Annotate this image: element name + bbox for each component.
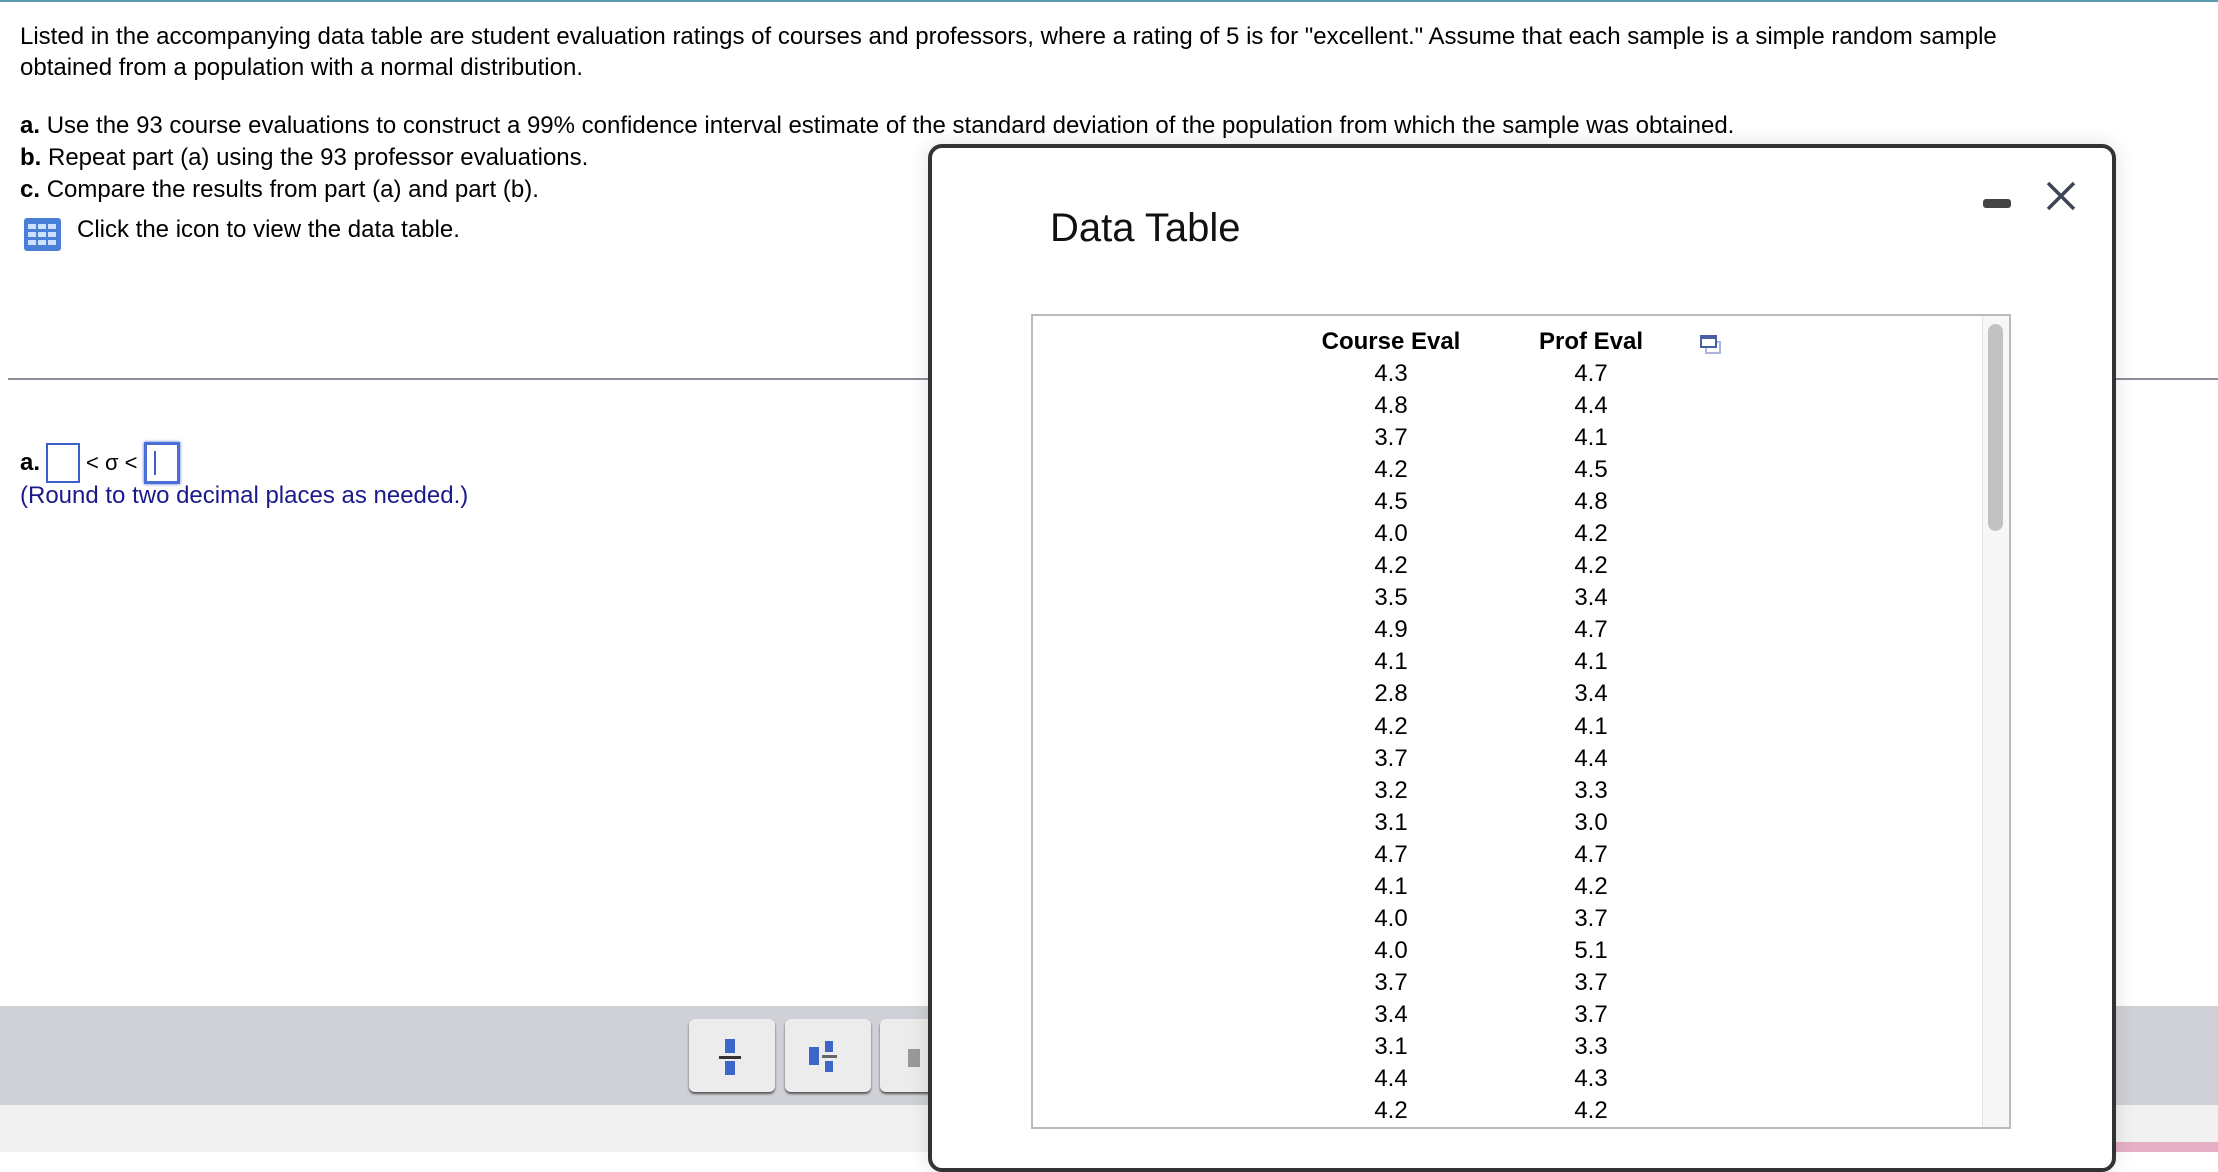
copy-icon bbox=[1699, 334, 1723, 356]
prof-eval-cell: 4.1 bbox=[1574, 648, 1608, 676]
course-eval-cell: 4.0 bbox=[1374, 936, 1408, 964]
part-c-text: Compare the results from part (a) and part (b). bbox=[46, 176, 539, 203]
course-eval-cell: 3.7 bbox=[1374, 968, 1408, 996]
course-eval-cell: 3.7 bbox=[1374, 744, 1408, 772]
prof-eval-cell: 4.8 bbox=[1574, 488, 1608, 516]
question-part-b bbox=[20, 143, 588, 173]
prof-eval-cell: 3.3 bbox=[1574, 1032, 1608, 1060]
fraction-button[interactable] bbox=[689, 1019, 775, 1092]
answer-label: a. bbox=[20, 449, 41, 476]
prof-eval-cell: 3.4 bbox=[1574, 584, 1608, 612]
rounding-hint: (Round to two decimal places as needed.) bbox=[20, 482, 469, 509]
prof-eval-cell: 4.4 bbox=[1574, 392, 1608, 420]
course-eval-cell: 4.8 bbox=[1374, 392, 1408, 420]
course-eval-cell: 4.4 bbox=[1374, 1065, 1408, 1093]
prof-eval-cell: 4.1 bbox=[1574, 712, 1608, 740]
prof-eval-cell: 3.0 bbox=[1574, 808, 1608, 836]
course-eval-cell: 4.2 bbox=[1374, 1097, 1408, 1125]
course-eval-cell: 3.5 bbox=[1374, 584, 1408, 612]
close-icon bbox=[2044, 179, 2078, 213]
part-c-label: c. bbox=[20, 176, 41, 203]
prof-eval-cell: 4.2 bbox=[1574, 520, 1608, 548]
course-eval-cell: 4.2 bbox=[1374, 552, 1408, 580]
course-eval-cell: 4.9 bbox=[1374, 616, 1408, 644]
prof-eval-cell: 4.2 bbox=[1574, 872, 1608, 900]
prof-eval-cell: 5.1 bbox=[1574, 936, 1608, 964]
prof-eval-cell: 3.7 bbox=[1574, 968, 1608, 996]
column-header-prof-eval: Prof Eval bbox=[1538, 328, 1644, 355]
question-part-a bbox=[20, 111, 1734, 141]
prof-eval-cell: 4.2 bbox=[1574, 552, 1608, 580]
table-scrollbar[interactable] bbox=[1982, 316, 2009, 1127]
question-intro-1: Listed in the accompanying data table are student evaluation ratings of courses and professors, where a rating of 5 is for "excellent." Assume that each sample is a simple random sample bbox=[20, 23, 1997, 50]
question-intro-2: obtained from a population with a normal distribution. bbox=[20, 54, 583, 81]
mixed-number-icon bbox=[785, 1019, 871, 1092]
course-eval-cell: 3.4 bbox=[1374, 1000, 1408, 1028]
course-eval-cell: 4.7 bbox=[1374, 840, 1408, 868]
mixed-number-button[interactable] bbox=[785, 1019, 871, 1092]
question-part-c bbox=[20, 175, 539, 205]
prof-eval-column bbox=[1481, 326, 1701, 1127]
data-table-dialog bbox=[928, 144, 2116, 1172]
close-button[interactable] bbox=[2044, 179, 2078, 213]
dialog-title: Data Table bbox=[1050, 206, 1241, 250]
prof-eval-cell: 3.7 bbox=[1574, 904, 1608, 932]
lower-bound-input[interactable] bbox=[46, 443, 80, 483]
scrollbar-thumb[interactable] bbox=[1988, 324, 2003, 531]
prof-eval-cell: 4.7 bbox=[1574, 360, 1608, 387]
part-a-text: Use the 93 course evaluations to construct a 99% confidence interval estimate of the standard deviation of the population from which the sample was obtained. bbox=[46, 112, 1735, 139]
answer-row bbox=[20, 442, 180, 484]
course-eval-cell: 4.5 bbox=[1374, 488, 1408, 516]
data-table-icon[interactable] bbox=[24, 218, 61, 251]
column-header-course-eval: Course Eval bbox=[1321, 328, 1461, 355]
prof-eval-cell: 4.2 bbox=[1574, 1097, 1608, 1125]
prof-eval-cell: 3.3 bbox=[1574, 776, 1608, 804]
course-eval-cell: 4.0 bbox=[1374, 904, 1408, 932]
course-eval-cell: 4.1 bbox=[1374, 648, 1408, 676]
footer-accent bbox=[2112, 1142, 2218, 1152]
prof-eval-cell: 4.7 bbox=[1574, 616, 1608, 644]
sigma-inequality: < σ < bbox=[86, 450, 138, 475]
copy-data-button[interactable] bbox=[1699, 334, 1723, 356]
course-eval-cell: 3.1 bbox=[1374, 1032, 1408, 1060]
fraction-icon bbox=[689, 1019, 775, 1092]
course-eval-cell: 3.1 bbox=[1374, 808, 1408, 836]
course-eval-cell: 3.2 bbox=[1374, 776, 1408, 804]
prof-eval-cell: 4.1 bbox=[1574, 424, 1608, 452]
part-a-label: a. bbox=[20, 112, 41, 139]
prof-eval-cell: 4.7 bbox=[1574, 840, 1608, 868]
data-table bbox=[1031, 314, 2011, 1129]
data-table-link[interactable]: Click the icon to view the data table. bbox=[77, 216, 460, 243]
prof-eval-cell: 3.4 bbox=[1574, 680, 1608, 708]
course-eval-cell: 2.8 bbox=[1374, 680, 1408, 708]
course-eval-cell: 4.2 bbox=[1374, 456, 1408, 484]
top-border bbox=[0, 0, 2218, 2]
course-eval-cell: 4.1 bbox=[1374, 872, 1408, 900]
course-eval-cell: 4.0 bbox=[1374, 520, 1408, 548]
course-eval-column bbox=[1281, 326, 1501, 1127]
prof-eval-cell: 4.4 bbox=[1574, 744, 1608, 772]
part-b-text: Repeat part (a) using the 93 professor evaluations. bbox=[48, 144, 589, 171]
prof-eval-cell: 4.5 bbox=[1574, 456, 1608, 484]
upper-bound-input[interactable] bbox=[144, 442, 180, 484]
part-b-label: b. bbox=[20, 144, 42, 171]
course-eval-cell: 3.7 bbox=[1374, 424, 1408, 452]
prof-eval-cell: 3.7 bbox=[1574, 1000, 1608, 1028]
prof-eval-cell: 4.3 bbox=[1574, 1065, 1608, 1093]
minimize-button[interactable] bbox=[1983, 199, 2011, 208]
course-eval-cell: 4.2 bbox=[1374, 712, 1408, 740]
course-eval-cell: 4.3 bbox=[1374, 360, 1408, 387]
